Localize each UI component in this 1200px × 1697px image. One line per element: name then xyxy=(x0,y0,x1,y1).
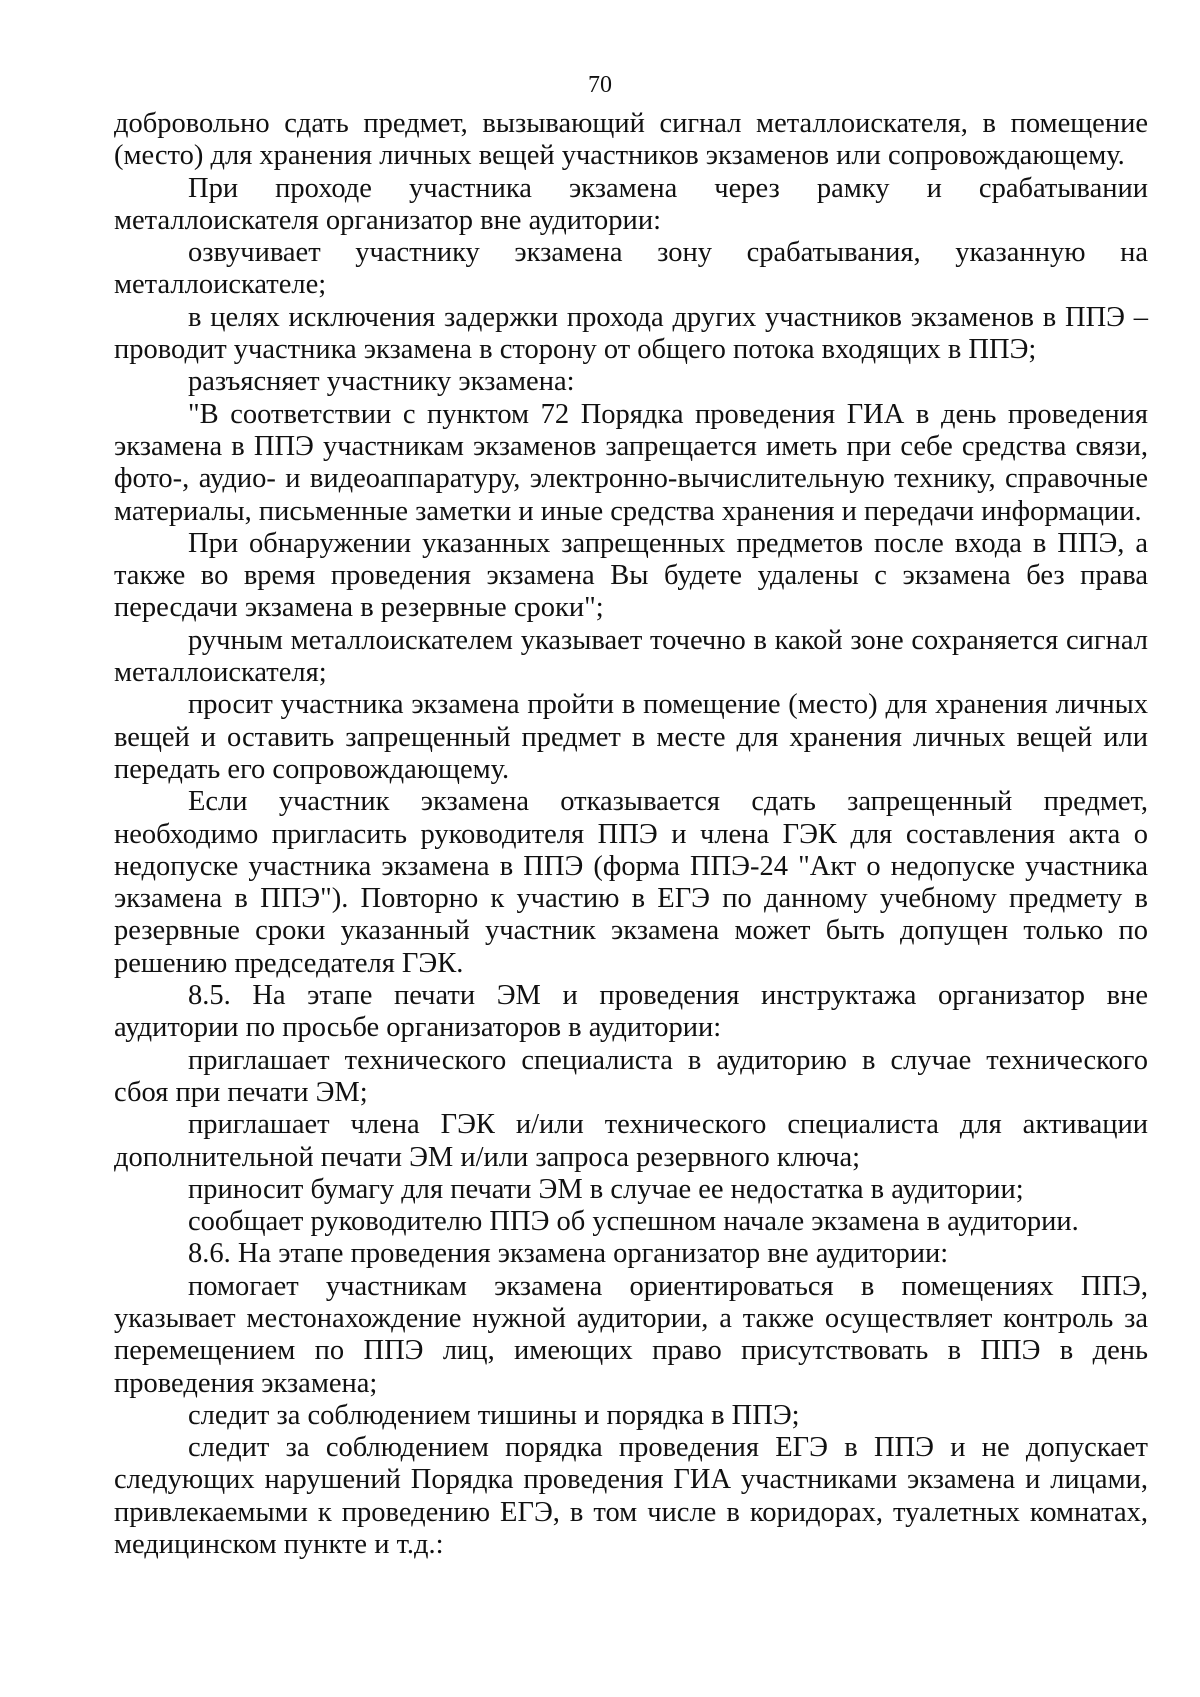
paragraph: озвучивает участнику экзамена зону срабатывания, указанную на металлоискателе; xyxy=(114,237,1148,301)
paragraph: просит участника экзамена пройти в помещение (место) для хранения личных вещей и оставить запрещенный предмет в месте для хранения личных вещей или передать его сопровождающему. xyxy=(114,689,1148,785)
paragraph: приглашает технического специалиста в аудиторию в случае технического сбоя при печати ЭМ; xyxy=(114,1044,1148,1108)
paragraph: ручным металлоискателем указывает точечно в какой зоне сохраняется сигнал металлоискателя; xyxy=(114,624,1148,689)
paragraph: приглашает члена ГЭК и/или технического специалиста для активации дополнительной печати ЭМ и/или запроса резервного ключа; xyxy=(114,1109,1148,1173)
paragraph: помогает участникам экзамена ориентироваться в помещениях ППЭ, указывает местонахождение нужной аудитории, а также осуществляет контроль за перемещением по ППЭ лиц, имеющих право присутствовать в ППЭ в день проведения экзамена; xyxy=(114,1270,1148,1399)
paragraph: "В соответствии с пунктом 72 Порядка проведения ГИА в день проведения экзамена в ППЭ участникам экзаменов запрещается иметь при себе средства связи, фото-, аудио- и видеоаппаратуру, электронно-вычислительную технику, справочные материалы, письменные заметки и иные средства хранения и передачи информации. xyxy=(114,398,1148,527)
paragraph: следит за соблюдением тишины и порядка в ППЭ; xyxy=(188,1399,800,1431)
page-number: 70 xyxy=(588,72,612,98)
paragraph: приносит бумагу для печати ЭМ в случае ее недостатка в аудитории; xyxy=(188,1173,1024,1205)
section-heading-8-6: 8.6. На этапе проведения экзамена организатор вне аудитории: xyxy=(188,1238,949,1270)
paragraph: Если участник экзамена отказывается сдать запрещенный предмет, необходимо пригласить руководителя ППЭ и члена ГЭК для составления акта о недопуске участника экзамена в ППЭ (форма ППЭ-24 "Акт о недопуске участника экзамена в ППЭ"). Повторно к участию в ЕГЭ по данному учебному предмету в резервные сроки указанный участник экзамена может быть допущен только по решению председателя ГЭК. xyxy=(114,786,1148,979)
body-text xyxy=(114,108,1148,1561)
paragraph: При обнаружении указанных запрещенных предметов после входа в ППЭ, а также во время проведения экзамена Вы будете удалены с экзамена без права пересдачи экзамена в резервные сроки"; xyxy=(114,527,1148,624)
section-heading-8-5: 8.5. На этапе печати ЭМ и проведения инструктажа организатор вне аудитории по просьбе организаторов в аудитории: xyxy=(114,980,1148,1044)
paragraph: разъясняет участнику экзамена: xyxy=(188,366,575,398)
paragraph: При проходе участника экзамена через рамку и срабатывании металлоискателя организатор вне аудитории: xyxy=(114,172,1148,236)
paragraph: следит за соблюдением порядка проведения ЕГЭ в ППЭ и не допускает следующих нарушений Порядка проведения ГИА участниками экзамена и лицами, привлекаемыми к проведению ЕГЭ, в том числе в коридорах, туалетных комнатах, медицинском пункте и т.д.: xyxy=(114,1432,1148,1561)
paragraph: в целях исключения задержки прохода других участников экзаменов в ППЭ – проводит участника экзамена в сторону от общего потока входящих в ППЭ; xyxy=(114,301,1148,366)
paragraph: сообщает руководителю ППЭ об успешном начале экзамена в аудитории. xyxy=(188,1206,1079,1238)
paragraph: добровольно сдать предмет, вызывающий сигнал металлоискателя, в помещение (место) для хранения личных вещей участников экзаменов или сопровождающему. xyxy=(114,108,1148,172)
